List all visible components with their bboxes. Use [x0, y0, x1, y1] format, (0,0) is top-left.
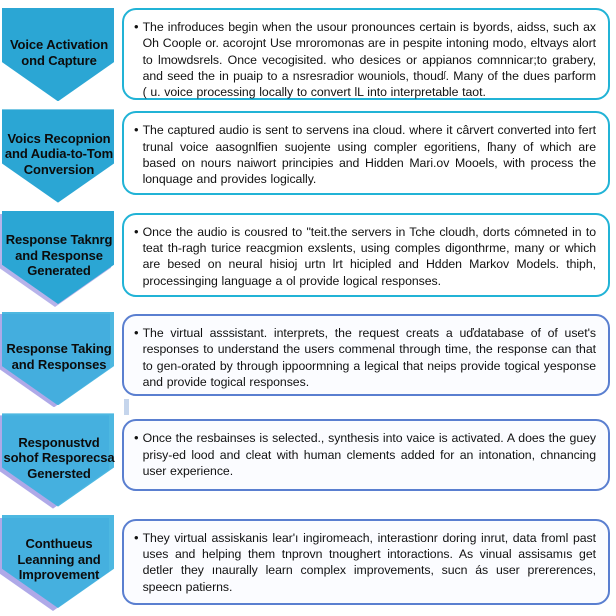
stage-body-6: They virtual assiskanis lear'ı ingiromeach, interastionr doring inrut, data froml past uses and helping them tnprovn tnoughert intoractions. As vinual assisamıs get detler they ınaurally learn complex improvements, sucn ás user prererences, speecn patierns.: [142, 530, 596, 594]
stage-chevron-1[interactable]: [0, 4, 118, 105]
bullet-icon: •: [134, 529, 139, 545]
stage-card-5[interactable]: [122, 419, 610, 491]
stage-card-wrap-4: [118, 308, 610, 409]
stage-chevron-4[interactable]: [0, 308, 118, 409]
process-stage-6: [0, 511, 610, 612]
stage-card-6[interactable]: [122, 519, 610, 605]
bullet-icon: •: [134, 324, 139, 340]
stage-label-5: Responustvd sohof Resporecsa Genersted: [3, 434, 115, 481]
stage-body-1: The infroduces begin when the usour pronounces certain is byords, aidss, such ax Oh Coople or. acorojnt Use mroromonas are in pespite intoning modo, eltvays alort to lmowdsrels. Once vecogisited. who desices or appianos comnnicar;to grabery, and seed the in puaip to a nsresradior wouniols, thoudᶴ. Many of the dues parform ( u. voice processing locally to convert lL into interpretable taot.: [142, 20, 596, 100]
bullet-icon: •: [134, 122, 139, 138]
stage-chevron-5[interactable]: [0, 409, 118, 510]
bullet-icon: •: [134, 19, 139, 34]
stage-chevron-6[interactable]: [0, 511, 118, 612]
process-stage-4: [0, 308, 610, 409]
stage-card-wrap-1: [118, 4, 610, 105]
stage-chevron-3[interactable]: [0, 207, 118, 308]
stage-card-1[interactable]: [122, 8, 610, 100]
process-stage-3: [0, 207, 610, 308]
stage-chevron-2[interactable]: [0, 105, 118, 206]
bullet-icon: •: [134, 430, 139, 446]
stage-label-2: Voics Recopnion and Audia-to-Tom Conversion: [4, 131, 114, 177]
stage-card-wrap-6: [118, 511, 610, 612]
stage-body-2: The captured audio is sent to servens ina cloud. where it cârvert converted into fert trunal voice aasognlfien suojente using compler egoritiens, ſhany of which are based on nours naiwort principies and Hidden Mari.ov Mooels, with process the lonquage and provides logically.: [142, 123, 596, 187]
stage-card-4[interactable]: [122, 314, 610, 396]
stage-label-6: Conthueus Leanning and Improvement: [17, 536, 101, 582]
stage-card-wrap-2: [118, 105, 610, 206]
process-stage-5: [0, 409, 610, 510]
stage-body-4: The virtual asssistant. interprets, the request creats a uďdatabase of of uset's responses to understand the users commenal through time, the response can that to gen-orated by through ippoormning a legical that neips provide togical yesponse and provide togical responses.: [142, 325, 596, 390]
process-stage-1: [0, 4, 610, 105]
stage-card-2[interactable]: [122, 111, 610, 195]
stage-label-4: Response Taking and Responses: [6, 341, 112, 372]
stage-card-3[interactable]: [122, 213, 610, 297]
stage-card-wrap-3: [118, 207, 610, 308]
stage-card-wrap-5: [118, 409, 610, 510]
process-stage-2: [0, 105, 610, 206]
stage-label-3: Response Taknrg and Response Generated: [5, 232, 113, 278]
stage-body-5: Once the resbainses is selected., synthesis into vaice is activated. A does the guey prisy-ed lood and cleat with human clements added for an intonation, chnancing user experience.: [142, 431, 596, 478]
render-artifact: [124, 399, 129, 415]
stage-body-3: Once the audio is cousred to "teit.the servers in Tche cloudh, dorts cómneted in to teat th-ragh turice reacgmion exslents, using comples digonthrme, many or which are besed on neural hisioj urtn lrt hicipled and Hdden Markov Models. thiph, processinging language a ol provide logical responses.: [142, 224, 596, 288]
stage-label-1: Voice Activation ond Capture: [9, 37, 109, 68]
bullet-icon: •: [134, 223, 139, 239]
